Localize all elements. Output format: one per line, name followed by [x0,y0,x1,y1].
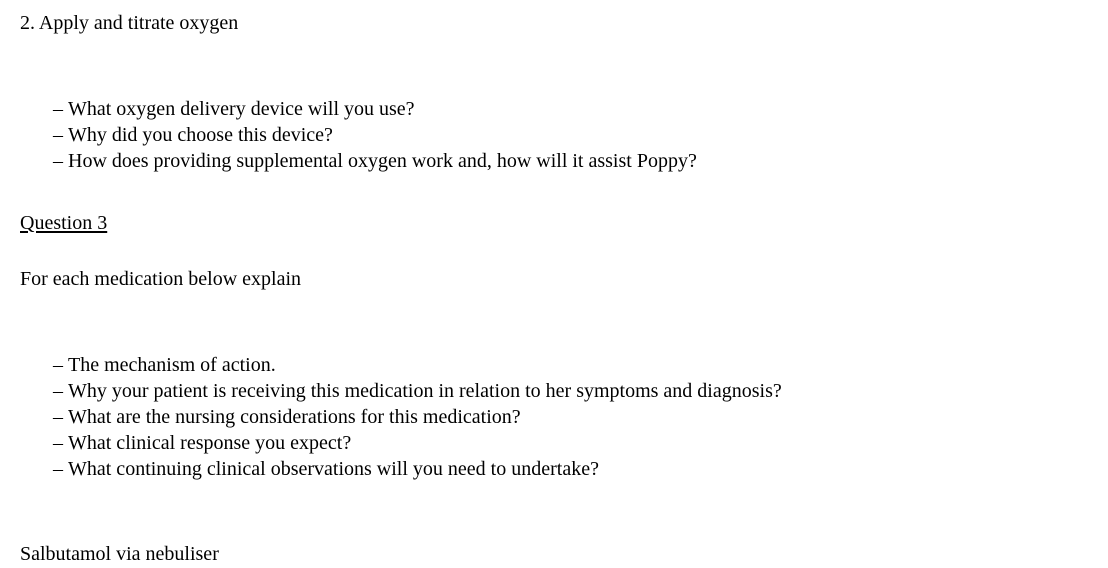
list-item: – The mechanism of action. [53,352,782,378]
list-item: – What clinical response you expect? [53,430,782,456]
oxygen-question-list [53,96,697,174]
medication-name: Salbutamol via nebuliser [20,543,219,565]
list-item: – Why your patient is receiving this medication in relation to her symptoms and diagnosis? [53,378,782,404]
step-heading: 2. Apply and titrate oxygen [20,12,239,34]
list-item: – What oxygen delivery device will you use? [53,96,697,122]
instruction-text: For each medication below explain [20,268,302,290]
list-item: – How does providing supplemental oxygen work and, how will it assist Poppy? [53,148,697,174]
list-item: – What continuing clinical observations will you need to undertake? [53,456,782,482]
list-item: – What are the nursing considerations for this medication? [53,404,782,430]
medication-question-list [53,352,782,482]
list-item: – Why did you choose this device? [53,122,697,148]
question-heading: Question 3 [20,212,108,234]
